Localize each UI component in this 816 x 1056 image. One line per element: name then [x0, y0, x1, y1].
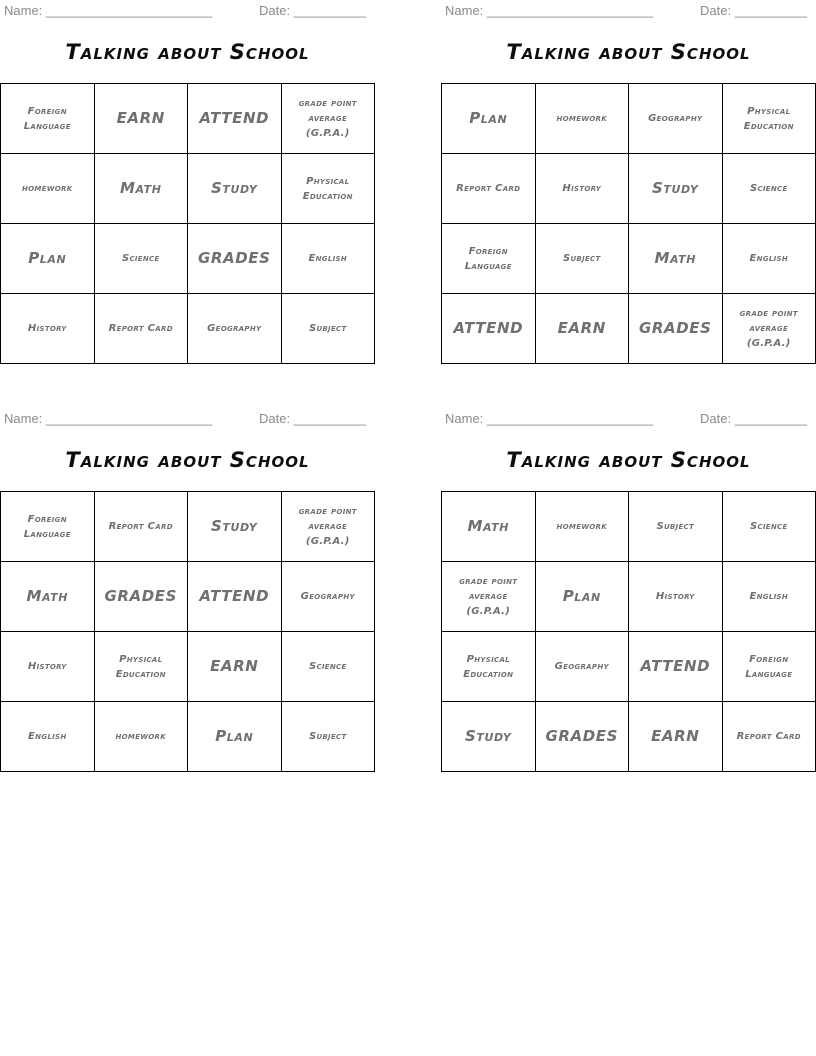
grid-cell: grade point average (G.P.A.): [723, 294, 816, 364]
name-date-row: [441, 411, 816, 428]
grid-cell: Subject: [282, 294, 376, 364]
grid-cell: Plan: [536, 562, 630, 632]
grid-cell: English: [1, 702, 95, 772]
grid-cell: English: [723, 562, 816, 632]
card-title: Talking about School: [65, 40, 310, 64]
grid-cell: Report Card: [95, 492, 189, 562]
card-title: Talking about School: [506, 40, 751, 64]
date-group: [259, 411, 366, 426]
grid-cell: History: [1, 294, 95, 364]
grid-cell: GRADES: [188, 224, 282, 294]
date-group: [259, 3, 366, 18]
name-date-row: [441, 3, 816, 20]
grid-cell: ATTEND: [188, 562, 282, 632]
bingo-card: [441, 408, 816, 780]
grid-cell: Geography: [629, 84, 723, 154]
name-blank-line: _______________________: [486, 411, 654, 426]
grid-cell: Study: [188, 154, 282, 224]
grid-cell: Geography: [282, 562, 376, 632]
grid-cell: History: [536, 154, 630, 224]
grid-cell: Science: [282, 632, 376, 702]
grid-cell: Physical Education: [723, 84, 816, 154]
grid-cell: Math: [629, 224, 723, 294]
name-label: Name:: [445, 3, 484, 18]
grid-cell: grade point average (G.P.A.): [282, 492, 376, 562]
name-blank-line: _______________________: [45, 411, 213, 426]
grid-cell: GRADES: [629, 294, 723, 364]
grid-cell: Report Card: [723, 702, 816, 772]
grid-cell: GRADES: [95, 562, 189, 632]
name-date-row: [0, 411, 375, 428]
date-label: Date:: [259, 411, 291, 426]
bingo-grid: [441, 83, 816, 364]
bingo-card: [441, 0, 816, 372]
name-group: [4, 3, 212, 18]
grid-cell: homework: [95, 702, 189, 772]
name-group: [445, 3, 653, 18]
grid-cell: Foreign Language: [442, 224, 536, 294]
name-label: Name:: [4, 3, 43, 18]
date-group: [700, 411, 807, 426]
grid-cell: Math: [442, 492, 536, 562]
date-group: [700, 3, 807, 18]
grid-cell: Subject: [629, 492, 723, 562]
grid-cell: Science: [723, 154, 816, 224]
card-title: Talking about School: [506, 448, 751, 472]
grid-cell: Physical Education: [95, 632, 189, 702]
grid-cell: Study: [188, 492, 282, 562]
grid-cell: History: [1, 632, 95, 702]
bingo-card: [0, 0, 375, 372]
name-label: Name:: [445, 411, 484, 426]
grid-cell: ATTEND: [442, 294, 536, 364]
grid-cell: Subject: [282, 702, 376, 772]
bingo-grid: [0, 83, 375, 364]
grid-cell: Physical Education: [282, 154, 376, 224]
grid-cell: ATTEND: [629, 632, 723, 702]
grid-cell: GRADES: [536, 702, 630, 772]
date-blank-line: __________: [293, 411, 367, 426]
date-blank-line: __________: [293, 3, 367, 18]
grid-cell: Science: [723, 492, 816, 562]
grid-cell: grade point average (G.P.A.): [282, 84, 376, 154]
grid-cell: Foreign Language: [723, 632, 816, 702]
grid-cell: Geography: [536, 632, 630, 702]
date-blank-line: __________: [734, 411, 808, 426]
name-group: [445, 411, 653, 426]
grid-cell: Plan: [1, 224, 95, 294]
grid-cell: Plan: [188, 702, 282, 772]
grid-cell: EARN: [95, 84, 189, 154]
grid-cell: Foreign Language: [1, 84, 95, 154]
grid-cell: Physical Education: [442, 632, 536, 702]
grid-cell: Math: [95, 154, 189, 224]
grid-cell: Report Card: [442, 154, 536, 224]
name-date-row: [0, 3, 375, 20]
grid-cell: English: [282, 224, 376, 294]
date-label: Date:: [700, 3, 732, 18]
date-label: Date:: [700, 411, 732, 426]
date-label: Date:: [259, 3, 291, 18]
card-title: Talking about School: [65, 448, 310, 472]
grid-cell: homework: [1, 154, 95, 224]
grid-cell: Study: [442, 702, 536, 772]
grid-cell: Subject: [536, 224, 630, 294]
grid-cell: Geography: [188, 294, 282, 364]
grid-cell: English: [723, 224, 816, 294]
grid-cell: homework: [536, 84, 630, 154]
grid-cell: Science: [95, 224, 189, 294]
grid-cell: Math: [1, 562, 95, 632]
grid-cell: grade point average (G.P.A.): [442, 562, 536, 632]
name-label: Name:: [4, 411, 43, 426]
date-blank-line: __________: [734, 3, 808, 18]
bingo-grid: [441, 491, 816, 772]
grid-cell: EARN: [188, 632, 282, 702]
name-blank-line: _______________________: [45, 3, 213, 18]
grid-cell: EARN: [536, 294, 630, 364]
grid-cell: Study: [629, 154, 723, 224]
bingo-card: [0, 408, 375, 780]
grid-cell: Report Card: [95, 294, 189, 364]
grid-cell: Plan: [442, 84, 536, 154]
bingo-grid: [0, 491, 375, 772]
grid-cell: History: [629, 562, 723, 632]
grid-cell: EARN: [629, 702, 723, 772]
grid-cell: ATTEND: [188, 84, 282, 154]
grid-cell: Foreign Language: [1, 492, 95, 562]
name-blank-line: _______________________: [486, 3, 654, 18]
name-group: [4, 411, 212, 426]
grid-cell: homework: [536, 492, 630, 562]
